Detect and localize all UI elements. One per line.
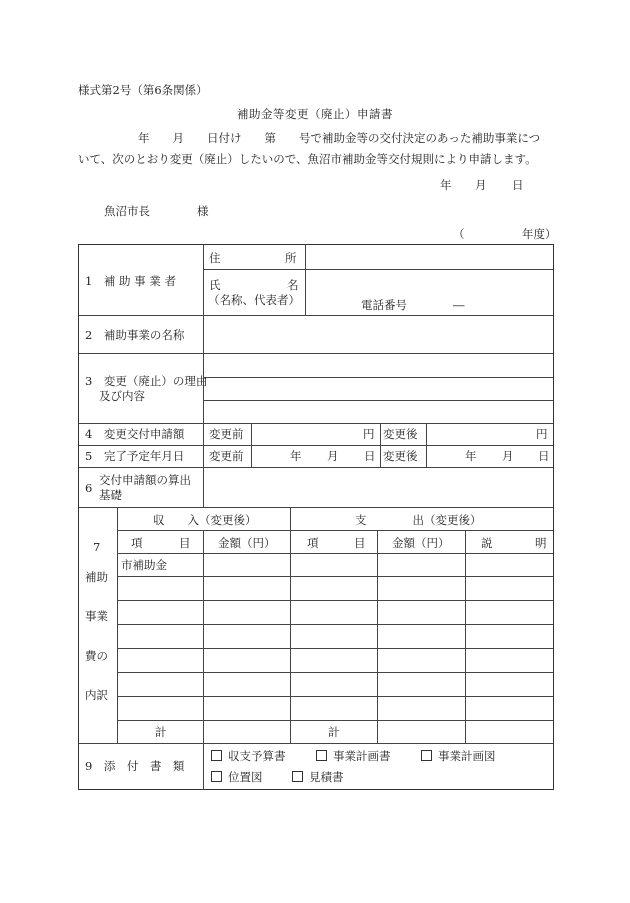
row45-divider — [251, 423, 252, 467]
income-item-header-a: 項 — [131, 536, 143, 550]
expense-amount-header: 金額（円） — [392, 536, 450, 550]
month-unit: 月 — [327, 449, 339, 463]
income-item-header-b: 目 — [179, 536, 191, 550]
description-header-b: 明 — [535, 536, 547, 550]
row7-divider — [117, 553, 553, 554]
row-divider — [79, 467, 553, 468]
row-divider — [79, 315, 553, 316]
year-unit: 年 — [465, 449, 477, 463]
name-label-a: 氏 — [209, 278, 221, 292]
row7-divider — [203, 530, 204, 743]
row1-divider — [203, 269, 553, 270]
change-reason-label: 3 変更（廃止）の理由 — [85, 374, 208, 388]
date-month: 月 — [475, 178, 487, 192]
honorific: 様 — [197, 204, 209, 218]
breakdown-side-label: 補助 — [85, 570, 108, 584]
attachment-option[interactable]: 事業計画書 — [316, 749, 391, 763]
expense-total-label: 計 — [328, 725, 340, 739]
row-divider — [79, 423, 553, 424]
breakdown-side-label: 費の — [85, 649, 108, 663]
attachment-option[interactable]: 事業計画図 — [421, 749, 496, 763]
city-subsidy-item: 市補助金 — [121, 558, 167, 572]
year-unit: 年 — [290, 449, 302, 463]
yen-unit-before: 円 — [363, 427, 375, 441]
date-before-label: 変更前 — [209, 449, 244, 463]
body-line-1: 年 月 日付け 第 号で補助金等の交付決定のあった補助事業につ — [138, 131, 541, 145]
breakdown-number: 7 — [93, 540, 101, 554]
address-label-b: 所 — [285, 251, 297, 265]
row7-divider — [117, 507, 118, 743]
attachments-label: 9 添 付 書 類 — [85, 759, 185, 773]
attachment-option[interactable]: 位置図 — [211, 770, 263, 784]
yen-unit-after: 円 — [536, 427, 548, 441]
checkbox[interactable] — [292, 771, 303, 782]
row-divider — [79, 743, 553, 744]
row45-divider — [426, 423, 427, 467]
address-label-a: 住 — [209, 251, 221, 265]
day-unit: 日 — [538, 449, 550, 463]
income-total-label: 計 — [155, 725, 167, 739]
row-divider — [79, 445, 553, 446]
income-header: 収 入（変更後） — [153, 513, 257, 527]
income-amount-header: 金額（円） — [218, 536, 276, 550]
calc-basis-number: 6 — [85, 481, 93, 495]
grant-amount-label: 4 変更交付申請額 — [85, 427, 185, 441]
date-day: 日 — [512, 178, 524, 192]
checkbox[interactable] — [316, 750, 327, 761]
row7-divider — [117, 720, 553, 721]
month-unit: 月 — [502, 449, 514, 463]
name-sublabel: （名称、代表者） — [208, 293, 300, 307]
application-form-table — [78, 244, 554, 790]
description-header-a: 説 — [481, 536, 493, 550]
amount-after-label: 変更後 — [383, 427, 418, 441]
row1-divider — [305, 245, 306, 315]
date-year: 年 — [440, 178, 452, 192]
row9-divider — [203, 743, 204, 789]
fiscal-year: （ 年度） — [453, 227, 557, 241]
calc-basis-label: 交付申請額の算出 — [99, 473, 191, 487]
row-divider — [79, 507, 553, 508]
addressee: 魚沼市長 — [104, 204, 150, 218]
project-name-label: 2 補助事業の名称 — [85, 328, 185, 342]
row7-divider — [377, 530, 378, 743]
checkbox[interactable] — [211, 750, 222, 761]
attachment-option[interactable]: 見積書 — [292, 770, 344, 784]
calc-basis-label-2: 基礎 — [99, 488, 122, 502]
name-label-b: 名 — [287, 278, 299, 292]
row3-divider — [203, 377, 553, 378]
row3-divider — [203, 400, 553, 401]
body-line-2: いて、次のとおり変更（廃止）したいので、魚沼市補助金等交付規則により申請します。 — [78, 152, 537, 166]
attachment-option[interactable]: 収支予算書 — [211, 749, 286, 763]
form-title: 補助金等変更（廃止）申請書 — [237, 107, 393, 121]
completion-date-label: 5 完了予定年月日 — [85, 449, 185, 463]
expense-item-header-b: 目 — [354, 536, 366, 550]
row45-divider — [380, 423, 381, 467]
row7-divider — [117, 576, 553, 577]
row7-divider — [117, 624, 553, 625]
row-divider — [79, 353, 553, 354]
row7-divider — [117, 648, 553, 649]
day-unit: 日 — [364, 449, 376, 463]
checkbox[interactable] — [421, 750, 432, 761]
row7-divider — [117, 672, 553, 673]
expense-header: 支 出（変更後） — [355, 513, 482, 527]
applicant-label: 1 補 助 事 業 者 — [85, 274, 176, 288]
expense-item-header-a: 項 — [307, 536, 319, 550]
row7-divider — [465, 530, 466, 743]
row7-divider — [290, 507, 291, 743]
phone-label: 電話番号 — [361, 298, 407, 312]
row7-divider — [117, 600, 553, 601]
breakdown-side-label: 内訳 — [85, 688, 108, 702]
date-after-label: 変更後 — [383, 449, 418, 463]
change-reason-label-2: 及び内容 — [99, 389, 145, 403]
row7-divider — [117, 530, 553, 531]
row7-divider — [117, 696, 553, 697]
amount-before-label: 変更前 — [209, 427, 244, 441]
form-number: 様式第2号（第6条関係） — [78, 83, 208, 97]
checkbox[interactable] — [211, 771, 222, 782]
phone-separator: ― — [453, 298, 465, 312]
breakdown-side-label: 事業 — [85, 609, 108, 623]
